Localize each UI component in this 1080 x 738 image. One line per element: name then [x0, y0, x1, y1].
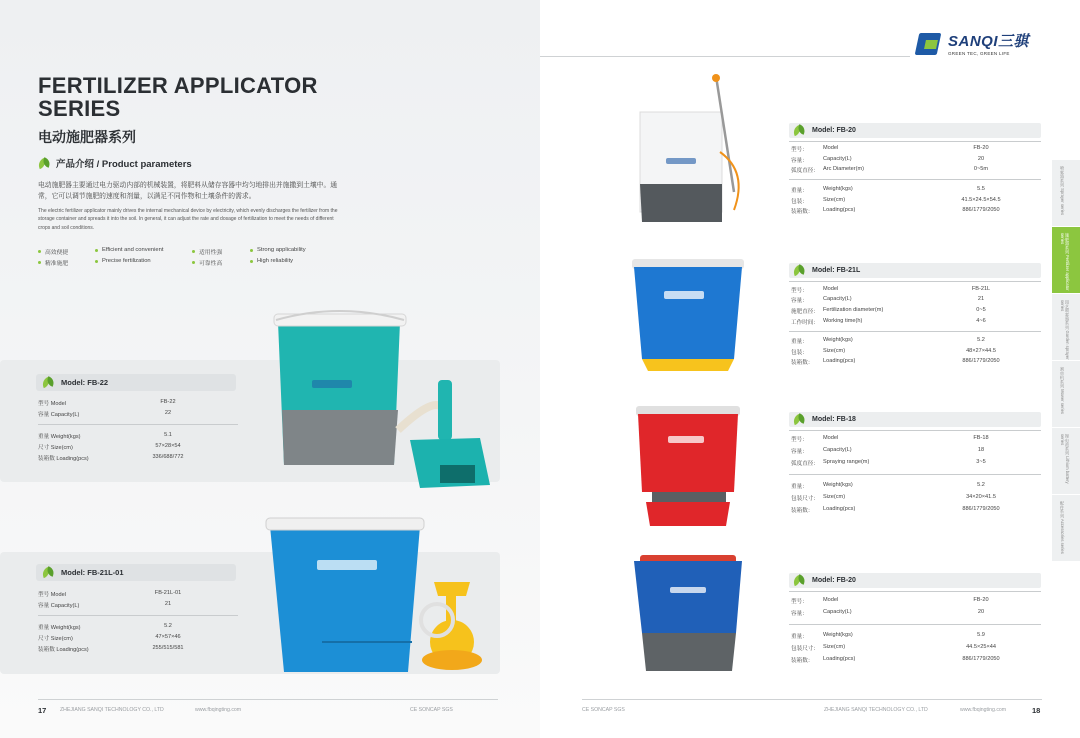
header-line	[540, 56, 910, 57]
product-image-fb20-white	[630, 72, 760, 228]
product-image-fb21l	[628, 255, 748, 375]
footer-line	[38, 699, 498, 700]
feature-item: 高效便捷	[38, 247, 68, 256]
spec-value: 47×57×46	[155, 634, 181, 640]
spec-label: 容量 Capacity(L)	[38, 412, 80, 418]
spec-row: 重量： Weight(kgs) 5.9	[791, 632, 985, 640]
spec-row: 型号： Model FB-18	[791, 435, 989, 443]
spec-row: 容量： Capacity(L) 20	[791, 609, 985, 617]
spec-row: 施肥直径： Fertilization diameter(m) 0~5	[791, 307, 986, 315]
footer-certs: CE SONCAP SGS	[582, 707, 625, 713]
leaf-icon	[42, 567, 55, 578]
spec-row: 型号： Model FB-21L	[791, 286, 991, 294]
section-subhead	[38, 156, 192, 170]
divider	[38, 615, 238, 616]
spec-row: 装箱数： Loading(pcs) 886/1779/2050	[791, 207, 1000, 215]
right-page	[540, 0, 1080, 738]
card-header	[789, 573, 1041, 588]
card-header	[36, 374, 236, 391]
spec-label: 装箱数 Loading(pcs)	[38, 647, 89, 653]
footer-website[interactable]: www.fbqingting.com	[960, 707, 1007, 713]
spec-row: 弧度直径： Arc Diameter(m) 0~5m	[791, 166, 989, 174]
spec-value: 5.2	[164, 623, 172, 629]
logo-text: SANQI三骐	[948, 33, 1030, 50]
model-label: Model: FB-21L	[812, 267, 861, 274]
leaf-icon	[793, 414, 806, 425]
spec-value: 336/688/772	[152, 454, 184, 460]
spec-label: 尺寸 Size(cm)	[38, 636, 73, 642]
spec-value: FB-21L-01	[154, 590, 182, 596]
spec-row: 型号： Model FB-20	[791, 145, 989, 153]
divider	[789, 179, 1041, 180]
page-title: FERTILIZER APPLICATOR SERIES	[38, 73, 318, 121]
divider	[789, 331, 1041, 332]
feature-item: Efficient and convenient	[95, 247, 163, 253]
spec-row: 容量： Capacity(L) 21	[791, 296, 985, 304]
spec-row: 装箱数： Loading(pcs) 886/1779/2050	[791, 506, 1000, 514]
feature-item: Strong applicability	[250, 247, 306, 253]
spec-label: 容量 Capacity(L)	[38, 603, 80, 609]
side-tab-fertilizer[interactable]: 施肥器系列 Fertilizer applicator series	[1052, 227, 1080, 293]
ce-icon: CE	[582, 707, 591, 713]
side-tab-sprayer[interactable]: 喷雾器系列 Sprayer series	[1052, 160, 1080, 226]
page-title-cn: 电动施肥器系列	[38, 129, 136, 145]
intro-en: The electric fertilizer applicator mainly drives the internal mechanical device by electricity, which evenly discharges the fertilizer from the storage container and spreads it into the soil. In general, it can adjust the rate and dosage of fertilization to meet the needs of different crops and soil conditions.	[38, 208, 338, 231]
spec-row: 包装： Size(cm) 48×27×44.5	[791, 348, 996, 356]
card-header	[789, 263, 1041, 278]
leaf-icon	[793, 265, 806, 276]
product-image-fb21l01	[262, 512, 492, 677]
spec-label: 型号 Model	[38, 401, 66, 407]
spec-row: 容量： Capacity(L) 18	[791, 447, 985, 455]
leaf-icon	[42, 377, 55, 388]
feature-item: 精准施肥	[38, 258, 68, 267]
page-number: 18	[1032, 706, 1041, 715]
divider	[789, 281, 1041, 282]
spec-label: 型号 Model	[38, 592, 66, 598]
ce-icon: CE	[410, 707, 419, 713]
spec-row: 重量： Weight(kgs) 5.2	[791, 337, 985, 345]
footer-website[interactable]: www.fbqingting.com	[195, 707, 242, 713]
spec-row: 重量： Weight(kgs) 5.5	[791, 186, 985, 194]
spec-row: 包装尺寸： Size(cm) 34×20×41.5	[791, 494, 996, 502]
card-header	[789, 412, 1041, 427]
product-image-fb18	[632, 402, 744, 528]
spec-label: 尺寸 Size(cm)	[38, 445, 73, 451]
spec-row: 容量： Capacity(L) 20	[791, 156, 985, 164]
side-tab-nav	[1052, 160, 1080, 562]
divider	[38, 424, 238, 425]
intro-cn: 电动施肥器主要通过电力驱动内部的机械装置，将肥料从储存容器中均匀地排出并施撒到土壤中。通常，它可以调节施肥的速度和剂量，以满足不同作物和土壤条件的需求。	[38, 182, 338, 200]
feature-item: 可靠性高	[192, 258, 222, 267]
spec-value: 57×28×54	[155, 443, 181, 449]
divider	[789, 624, 1041, 625]
side-tab-accessories[interactable]: 配件系列 Accessories series	[1052, 495, 1080, 561]
divider	[789, 141, 1041, 142]
leaf-icon	[38, 158, 51, 169]
spec-value: 5.1	[164, 432, 172, 438]
spec-value: 21	[164, 601, 172, 607]
footer-certs: CE SONCAP SGS	[410, 707, 453, 713]
model-label: Model: FB-18	[812, 416, 856, 423]
spec-value: 255/515/581	[152, 645, 184, 651]
feature-item: High reliability	[250, 258, 293, 264]
divider	[789, 430, 1041, 431]
model-label: Model: FB-20	[812, 577, 856, 584]
divider	[789, 591, 1041, 592]
card-header	[789, 123, 1041, 138]
side-tab-battery[interactable]: 锂电池系列 Lithium battery series	[1052, 428, 1080, 494]
spec-row: 弧度直径： Spraying range(m) 3~5	[791, 459, 986, 467]
model-label: Model: FB-21L-01	[61, 568, 124, 577]
spec-row: 重量： Weight(kgs) 5.2	[791, 482, 985, 490]
logo-tagline: GREEN TEC, GREEN LIFE	[948, 51, 1010, 56]
spec-row: 包装： Size(cm) 41.5×24.5×54.5	[791, 197, 1001, 205]
side-tab-mower[interactable]: 割草机系列 Mower series	[1052, 361, 1080, 427]
product-image-fb20-blue	[630, 555, 748, 675]
footer-company: ZHEJIANG SANQI TECHNOLOGY CO., LTD	[824, 707, 928, 713]
card-header	[36, 564, 236, 581]
spec-row: 装箱数： Loading(pcs) 886/1779/2050	[791, 358, 1000, 366]
spec-row: 包装尺寸： Size(cm) 44.5×25×44	[791, 644, 996, 652]
spec-row: 工作时间： Working time(h) 4~6	[791, 318, 986, 326]
sanqi-logo-icon	[917, 33, 943, 57]
spec-row: 装箱数： Loading(pcs) 886/1779/2050	[791, 656, 1000, 664]
product-image-fb22	[270, 310, 500, 490]
model-label: Model: FB-20	[812, 127, 856, 134]
feature-item: 适用性强	[192, 247, 222, 256]
brand-logo	[917, 33, 1029, 57]
spec-value: 22	[164, 410, 172, 416]
spec-row: 型号： Model FB-20	[791, 597, 989, 605]
footer-line	[582, 699, 1042, 700]
spec-label: 重量 Weight(kgs)	[38, 625, 81, 631]
footer-company: ZHEJIANG SANQI TECHNOLOGY CO., LTD	[60, 707, 164, 713]
feature-item: Precise fertilization	[95, 258, 151, 264]
spec-label: 装箱数 Loading(pcs)	[38, 456, 89, 462]
side-tab-garden[interactable]: 园艺喷雾器系列 Garden sprayer series	[1052, 294, 1080, 360]
leaf-icon	[793, 125, 806, 136]
spec-value: FB-22	[160, 399, 176, 405]
spec-label: 重量 Weight(kgs)	[38, 434, 81, 440]
subhead-text: 产品介绍 / Product parameters	[56, 159, 192, 170]
divider	[789, 474, 1041, 475]
model-label: Model: FB-22	[61, 378, 109, 387]
leaf-icon	[793, 575, 806, 586]
page-number: 17	[38, 706, 47, 715]
